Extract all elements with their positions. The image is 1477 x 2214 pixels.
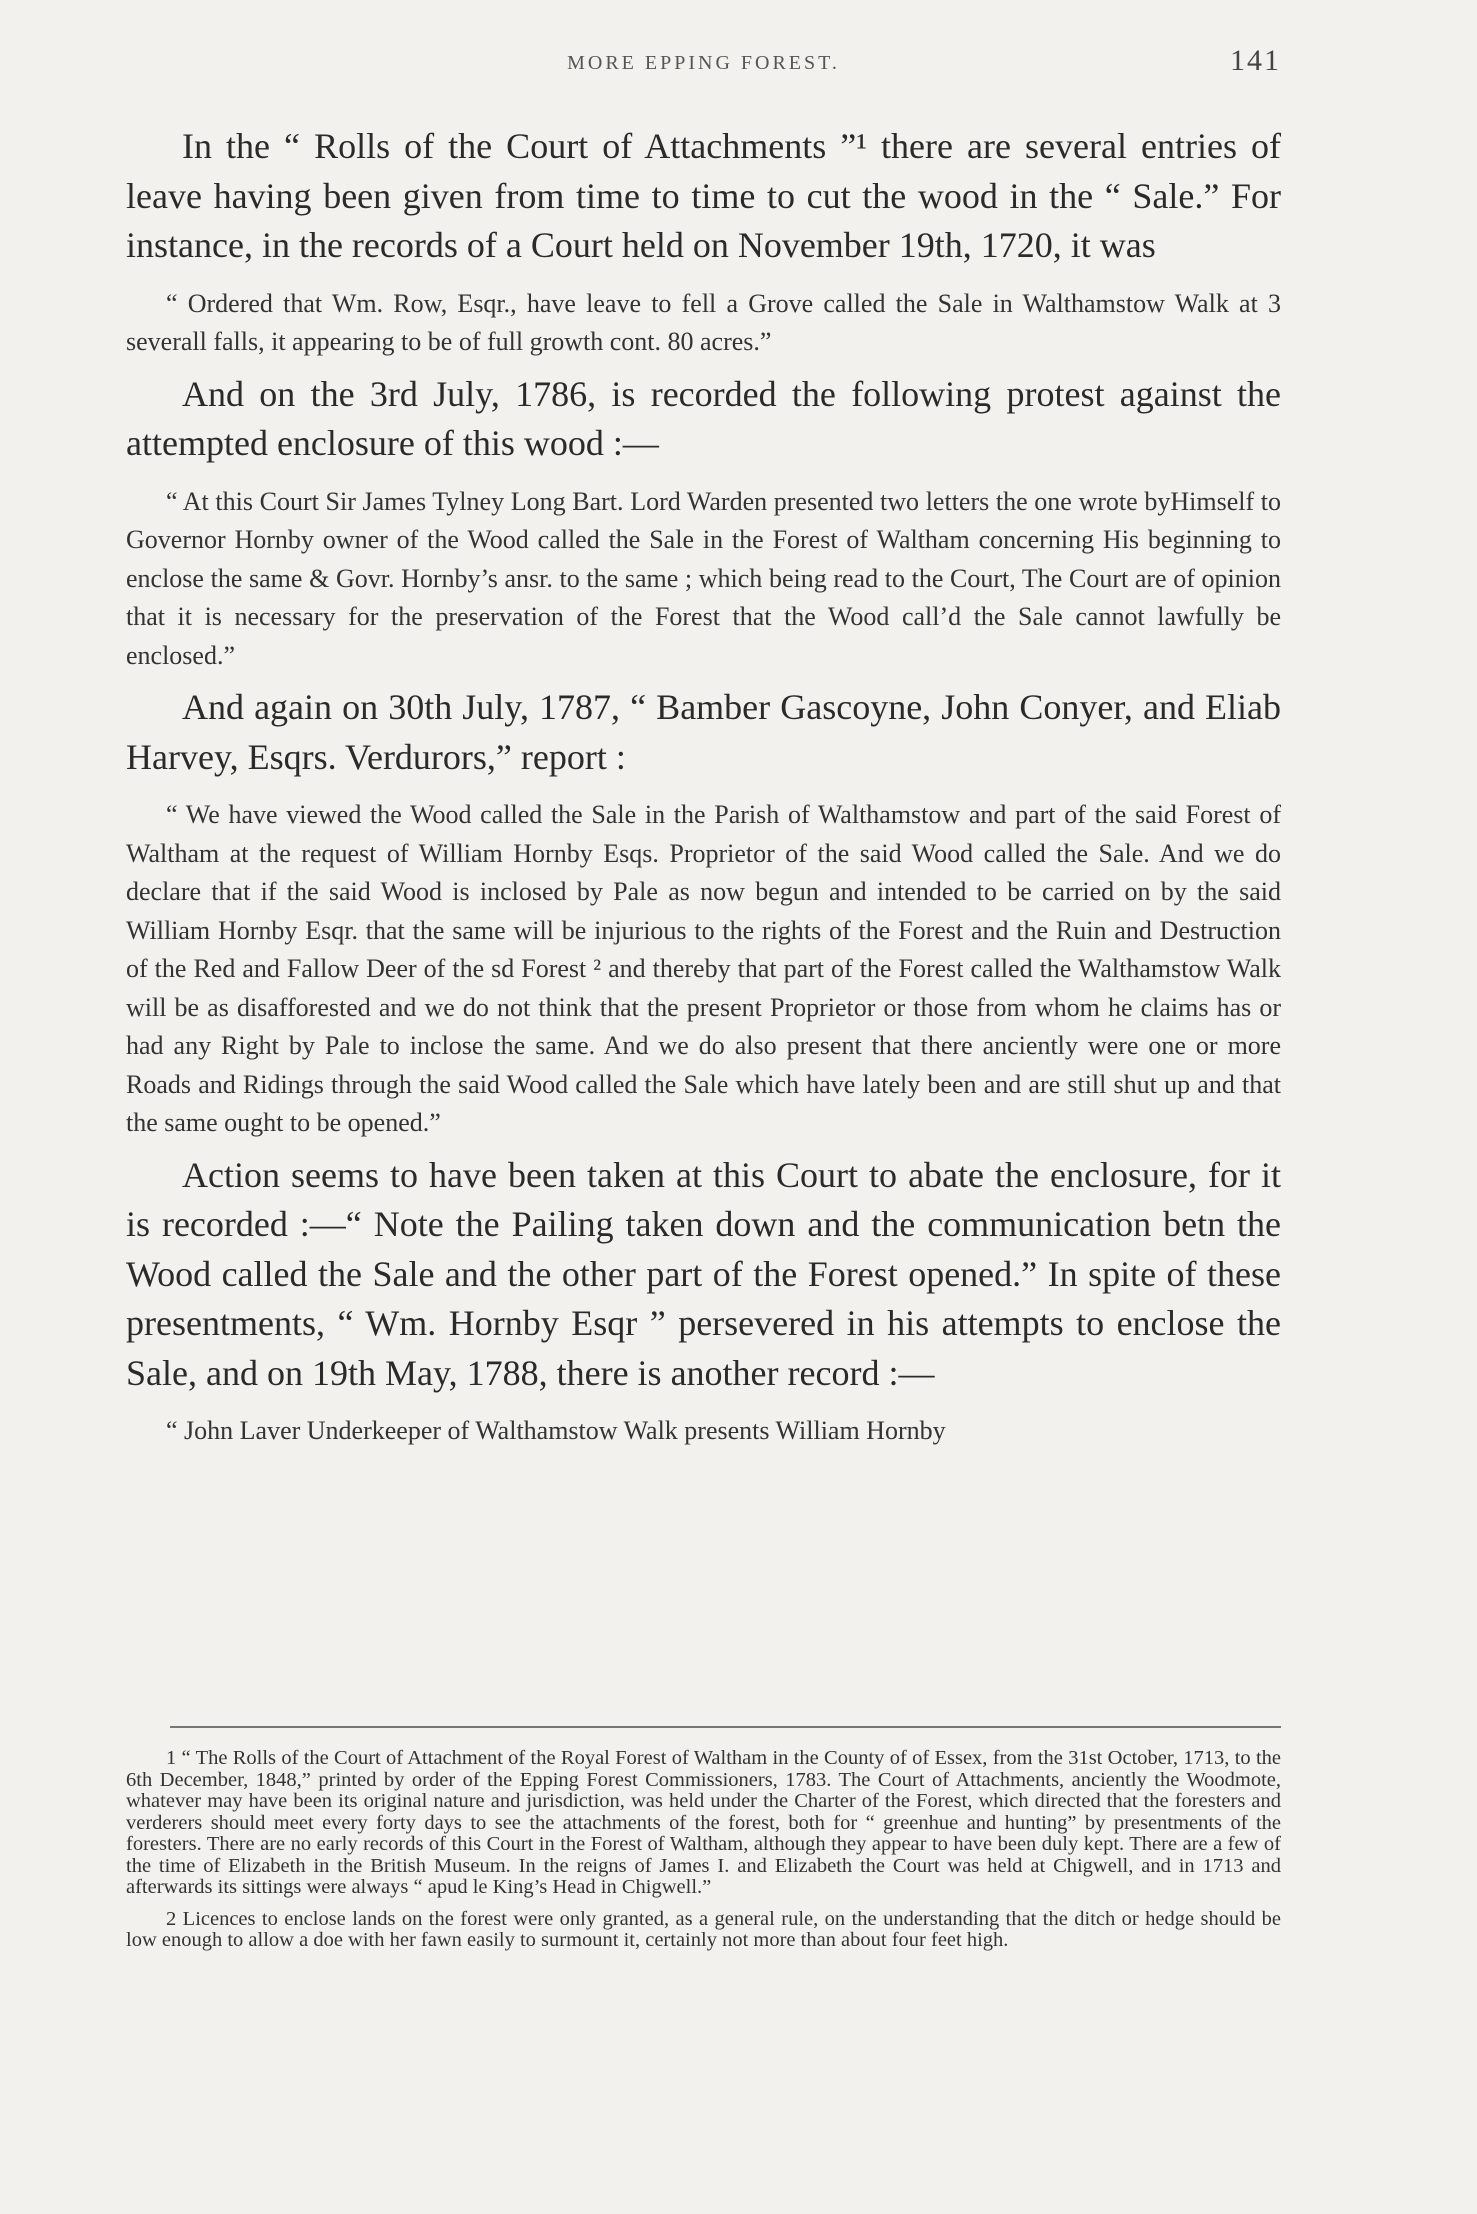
- footnote-2: 2 Licences to enclose lands on the forest were only granted, as a general rule, on the understanding that the ditch or hedge should be low enough to allow a doe with her fawn easily to surmount it, certainly not more than about four feet high.: [126, 1907, 1281, 1951]
- body-paragraph: And again on 30th July, 1787, “ Bamber Gascoyne, John Conyer, and Eliab Harvey, Esqrs. Verdurors,” report :: [126, 687, 1281, 777]
- running-head: MORE EPPING FOREST.: [567, 52, 840, 74]
- page-header: [126, 44, 1281, 92]
- footnotes: [126, 1748, 1281, 1952]
- main-text: [126, 122, 1281, 1451]
- footnote-rule: [170, 1726, 1281, 1728]
- quotation: “ At this Court Sir James Tylney Long Bart. Lord Warden presented two letters the one wrote byHimself to Governor Hornby owner of the Wood called the Sale in the Forest of Waltham concerning His beginning to enclose the same & Govr. Hornby’s ansr. to the same ; which being read to the Court, The Court are of opinion that it is necessary for the preservation of the Forest that the Wood call’d the Sale cannot lawfully be enclosed.”: [126, 486, 1281, 670]
- body-paragraph: Action seems to have been taken at this Court to abate the enclosure, for it is recorded :—“ Note the Pailing taken down and the communication betn the Wood called the Sale and the other part of the Forest opened.” In spite of these presentments, “ Wm. Hornby Esqr ” persevered in his attempts to enclose the Sale, and on 19th May, 1788, there is another record :—: [126, 1154, 1281, 1393]
- body-paragraph: And on the 3rd July, 1786, is recorded the following protest against the attempted enclosure of this wood :—: [126, 373, 1281, 463]
- body-paragraph: In the “ Rolls of the Court of Attachments ”¹ there are several entries of leave having been given from time to time to cut the wood in the “ Sale.” For instance, in the records of a Court held on November 19th, 1720, it was: [126, 126, 1281, 265]
- footnote-1: 1 “ The Rolls of the Court of Attachment of the Royal Forest of Waltham in the County of of Essex, from the 31st October, 1713, to the 6th December, 1848,” printed by order of the Epping Forest Commissioners, 1783. The Court of Attachments, anciently the Woodmote, whatever may have been its original nature and jurisdiction, was held under the Charter of the Forest, which directed that the foresters and verderers should meet every forty days to see the attachments of the forest, both for “ greenhue and hunting” by presentments of the foresters. There are no early records of this Court in the Forest of Waltham, although they appear to have been duly kept. There are a few of the time of Elizabeth in the British Museum. In the reigns of James I. and Elizabeth the Court was held at Chigwell, and in 1713 and afterwards its sittings were always “ apud le King’s Head in Chigwell.”: [126, 1747, 1281, 1898]
- quotation: “ Ordered that Wm. Row, Esqr., have leave to fell a Grove called the Sale in Walthamstow Walk at 3 severall falls, it appearing to be of full growth cont. 80 acres.”: [126, 288, 1281, 356]
- quotation: “ John Laver Underkeeper of Walthamstow Walk presents William Hornby: [166, 1416, 946, 1445]
- quotation: “ We have viewed the Wood called the Sale in the Parish of Walthamstow and part of the said Forest of Waltham at the request of William Hornby Esqs. Proprietor of the said Wood called the Sale. And we do declare that if the said Wood is inclosed by Pale as now begun and intended to be carried on by the said William Hornby Esqr. that the same will be injurious to the rights of the Forest and the Ruin and Destruction of the Red and Fallow Deer of the sd Forest ² and thereby that part of the Forest called the Walthamstow Walk will be as disafforested and we do not think that the present Proprietor or those from whom he claims has or had any Right by Pale to inclose the same. And we do also present that there anciently were one or more Roads and Ridings through the said Wood called the Sale which have lately been and are still shut up and that the same ought to be opened.”: [126, 800, 1281, 1137]
- page-number: 141: [1230, 44, 1281, 77]
